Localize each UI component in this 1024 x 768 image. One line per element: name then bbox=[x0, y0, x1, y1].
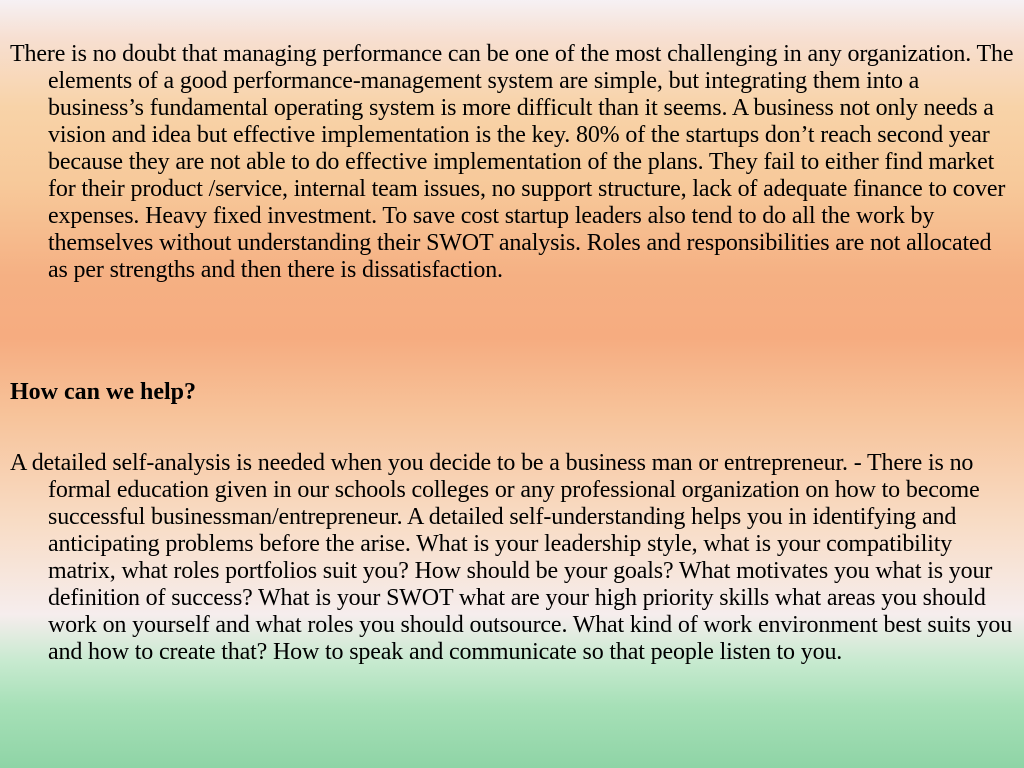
intro-paragraph: There is no doubt that managing performance can be one of the most challenging in any organization. The elements of a good performance-management system are simple, but integrating them into a business’s fundamental operating system is more difficult than it seems. A business not only needs a vision and idea but effective implementation is the key. 80% of the startups don’t reach second year because they are not able to do effective implementation of the plans. They fail to either find market for their product /service, internal team issues, no support structure, lack of adequate finance to cover expenses. Heavy fixed investment. To save cost startup leaders also tend to do all the work by themselves without understanding their SWOT analysis. Roles and responsibilities are not allocated as per strengths and then there is dissatisfaction. bbox=[10, 41, 1014, 283]
section-heading: How can we help? bbox=[10, 379, 196, 405]
help-paragraph: A detailed self-analysis is needed when you decide to be a business man or entrepreneur. - There is no formal education given in our schools colleges or any professional organization on how to become successful businessman/entrepreneur. A detailed self-understanding helps you in identifying and anticipating problems before the arise. What is your leadership style, what is your compatibility matrix, what roles portfolios suit you? How should be your goals? What motivates you what is your definition of success? What is your SWOT what are your high priority skills what areas you should work on yourself and what roles you should outsource. What kind of work environment best suits you and how to create that? How to speak and communicate so that people listen to you. bbox=[10, 450, 1013, 665]
